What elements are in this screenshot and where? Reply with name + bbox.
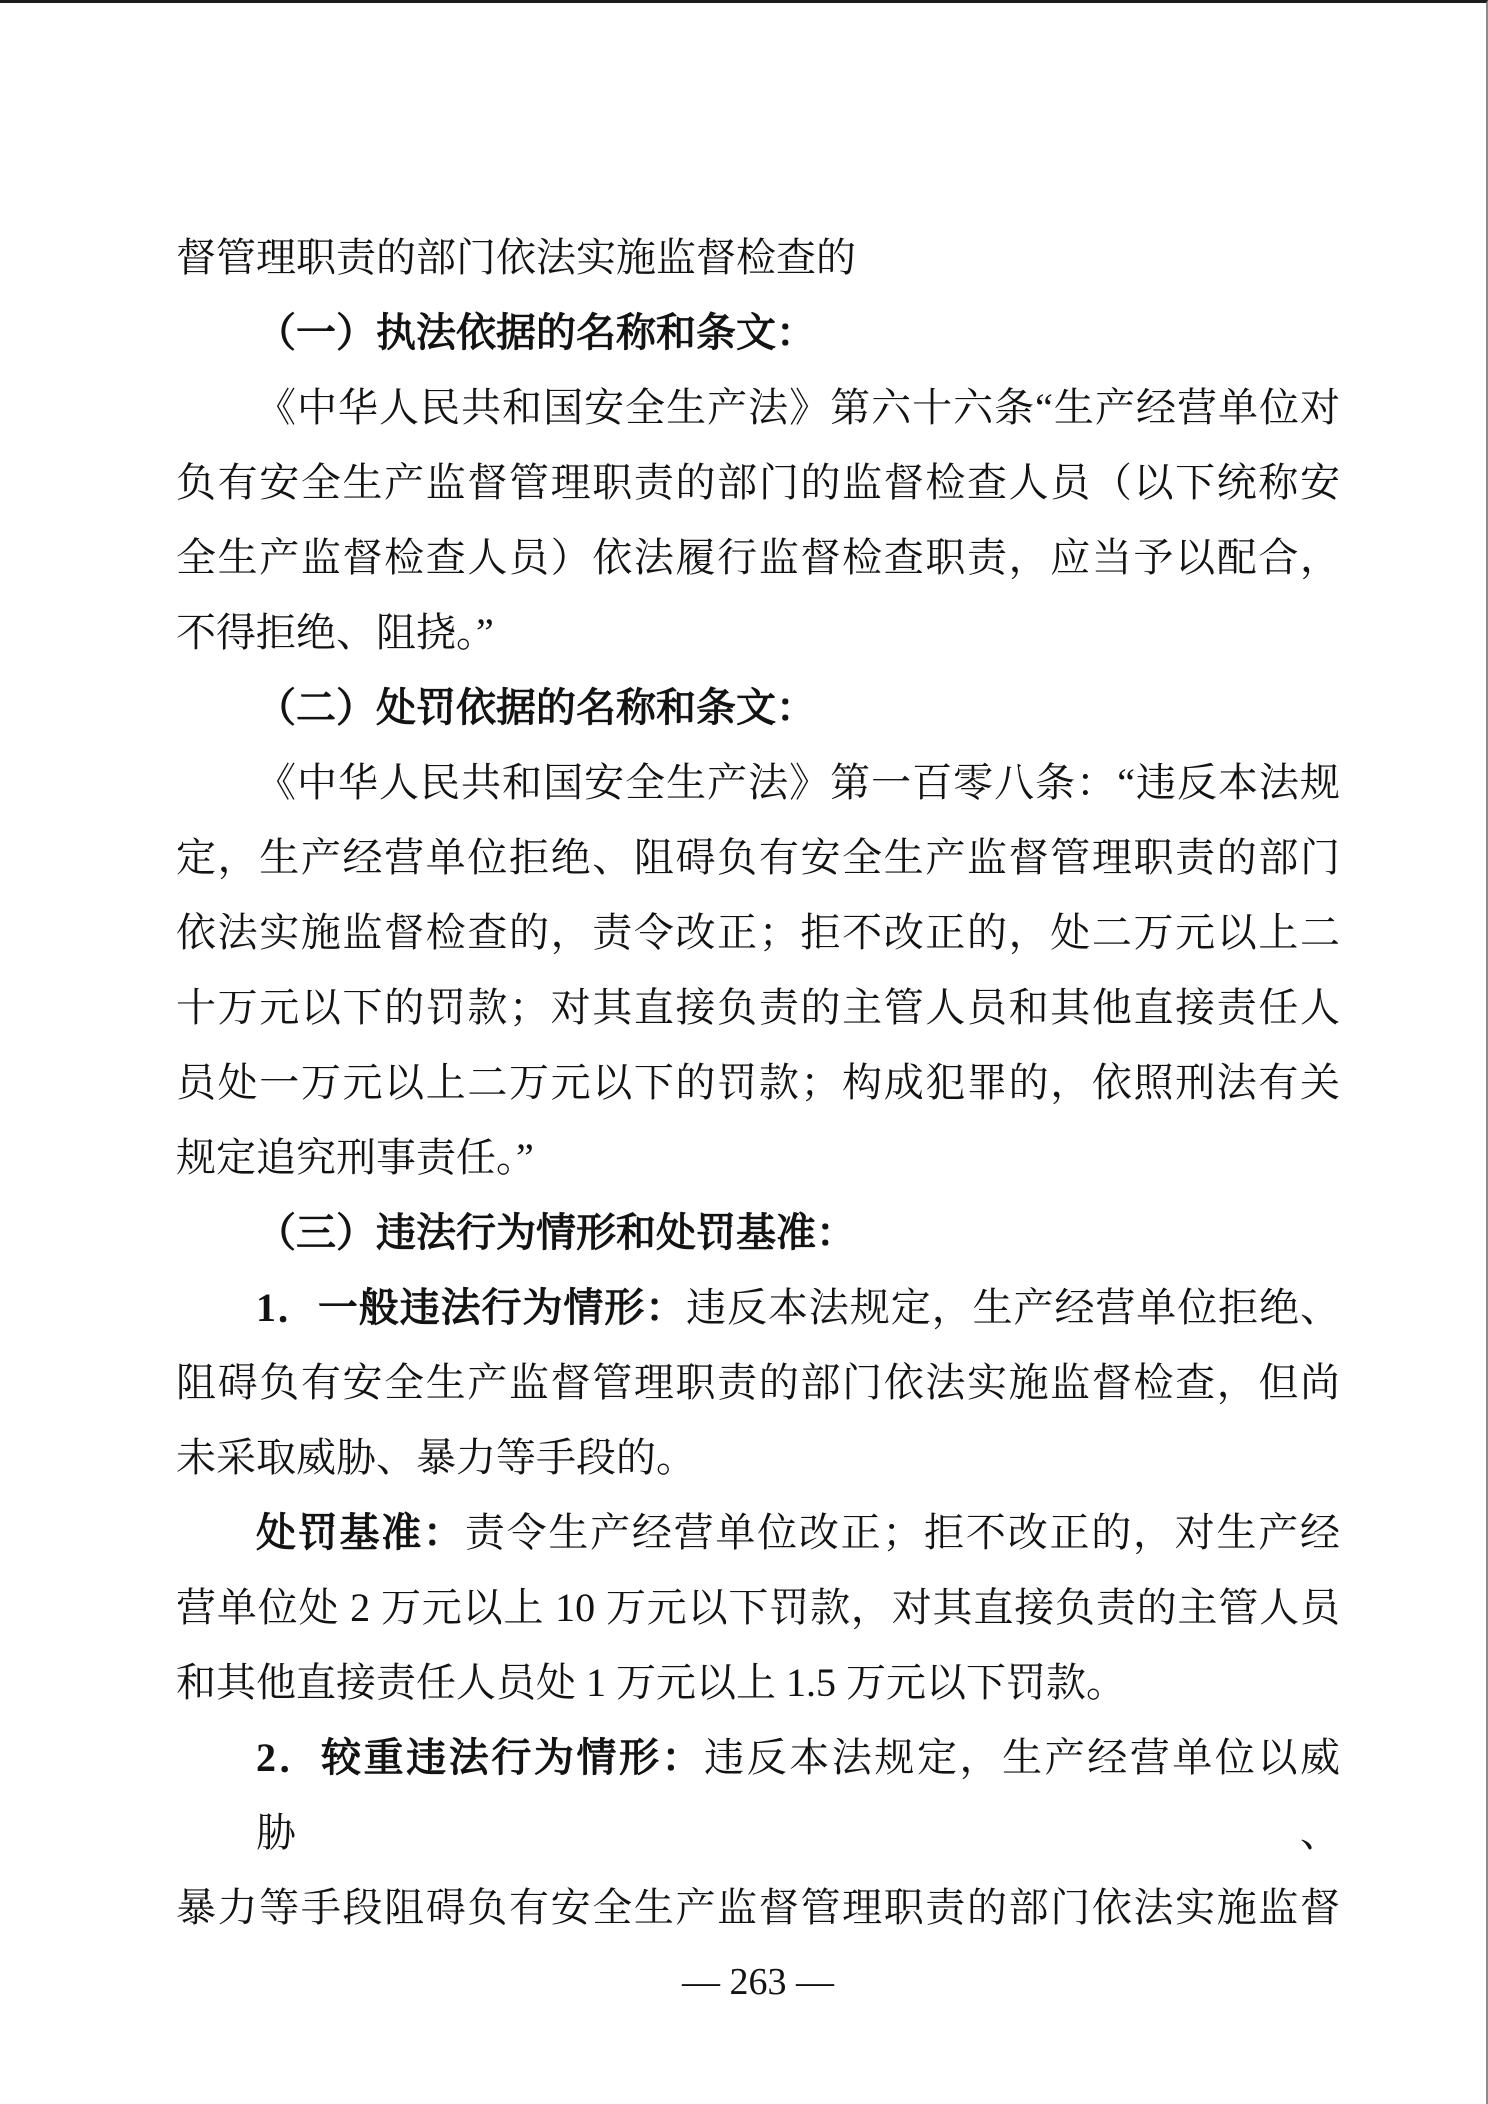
line-text: 全生产监督检查人员）依法履行监督检查职责，应当予以配合，	[176, 535, 1340, 580]
line-bold-text: （一）执法依据的名称和条文：	[256, 310, 816, 355]
text-line	[176, 370, 1340, 445]
text-line	[176, 895, 1340, 970]
line-text: 违反本法规定，生产经营单位拒绝、	[686, 1285, 1341, 1330]
page-number: — 263 —	[682, 1961, 834, 2003]
line-text: 定，生产经营单位拒绝、阻碍负有安全生产监督管理职责的部门	[176, 835, 1340, 880]
text-line	[176, 1345, 1340, 1420]
text-line	[176, 520, 1340, 595]
text-line	[176, 1045, 1340, 1120]
line-bold-text: 2．较重违法行为情形：	[256, 1735, 705, 1780]
text-line-heading	[176, 1195, 1340, 1270]
line-text: 《中华人民共和国安全生产法》第一百零八条：“违反本法规	[256, 760, 1340, 805]
text-line-heading	[176, 1495, 1340, 1570]
line-text: 《中华人民共和国安全生产法》第六十六条“生产经营单位对	[256, 385, 1340, 430]
line-text: 阻碍负有安全生产监督管理职责的部门依法实施监督检查，但尚	[176, 1360, 1340, 1405]
line-text: 营单位处 2 万元以上 10 万元以下罚款，对其直接负责的主管人员	[176, 1585, 1340, 1630]
text-line	[176, 970, 1340, 1045]
text-line	[176, 220, 1340, 295]
text-line	[176, 1870, 1340, 1945]
document-content	[176, 220, 1340, 2020]
text-line	[176, 1120, 1340, 1195]
line-text: 督管理职责的部门依法实施监督检查的	[176, 235, 856, 280]
text-line	[176, 1570, 1340, 1645]
line-text: 违反本法规定，生产经营单位以威胁、	[256, 1735, 1341, 1855]
text-line	[176, 1420, 1340, 1495]
line-text: 依法实施监督检查的，责令改正；拒不改正的，处二万元以上二	[176, 910, 1340, 955]
line-bold-text: （三）违法行为情形和处罚基准：	[256, 1210, 856, 1255]
text-line-heading	[176, 670, 1340, 745]
line-text: 和其他直接责任人员处 1 万元以上 1.5 万元以下罚款。	[176, 1660, 1126, 1705]
text-line-heading	[176, 295, 1340, 370]
line-text: 不得拒绝、阻挠。”	[176, 610, 494, 655]
line-bold-text: 1．一般违法行为情形：	[256, 1285, 687, 1330]
line-text: 负有安全生产监督管理职责的部门的监督检查人员（以下统称安	[176, 460, 1340, 505]
line-text: 责令生产经营单位改正；拒不改正的，对生产经	[464, 1510, 1341, 1555]
line-text: 未采取威胁、暴力等手段的。	[176, 1435, 696, 1480]
text-line	[176, 445, 1340, 520]
line-text: 规定追究刑事责任。”	[176, 1135, 534, 1180]
line-text: 十万元以下的罚款；对其直接负责的主管人员和其他直接责任人	[176, 985, 1340, 1030]
text-line	[176, 820, 1340, 895]
line-bold-text: 处罚基准：	[256, 1510, 465, 1555]
text-line	[176, 595, 1340, 670]
line-bold-text: （二）处罚依据的名称和条文：	[256, 685, 816, 730]
text-lines	[176, 220, 1340, 1945]
text-line-heading	[176, 1270, 1340, 1345]
text-line	[176, 745, 1340, 820]
text-line	[176, 1645, 1340, 1720]
line-text: 员处一万元以上二万元以下的罚款；构成犯罪的，依照刑法有关	[176, 1060, 1340, 1105]
text-line-heading	[176, 1720, 1340, 1870]
line-text: 暴力等手段阻碍负有安全生产监督管理职责的部门依法实施监督	[176, 1885, 1340, 1930]
